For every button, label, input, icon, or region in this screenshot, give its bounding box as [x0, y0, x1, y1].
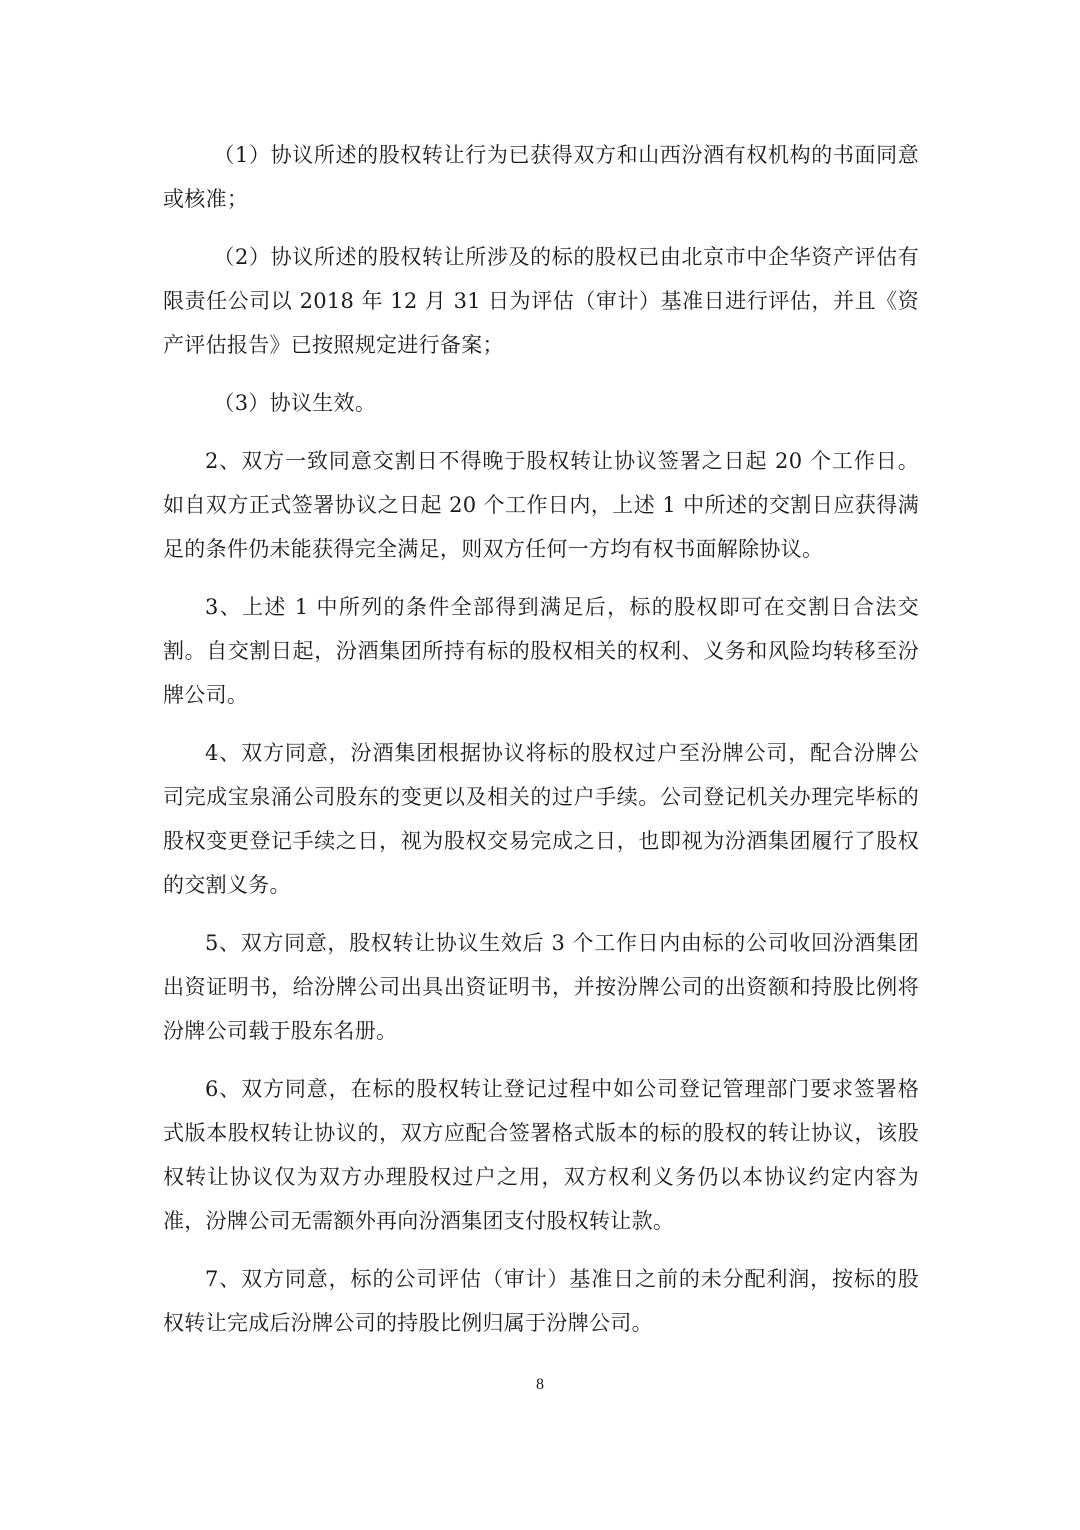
page-number: 8 — [536, 1376, 544, 1393]
clause-1-3: （3）协议生效。 — [213, 391, 377, 415]
document-body — [163, 133, 919, 1359]
clause-5: 5、双方同意，股权转让协议生效后 3 个工作日内由标的公司收回汾酒集团出资证明书，给汾牌公司出具出资证明书，并按汾牌公司的出资额和持股比例将汾牌公司载于股东名册。 — [163, 931, 919, 1043]
clause-1-2: （2）协议所述的股权转让所涉及的标的股权已由北京市中企华资产评估有限责任公司以 2018 年 12 月 31 日为评估（审计）基准日进行评估，并且《资产评估报告》已按照规定进行备案； — [163, 245, 919, 357]
clause-7: 7、双方同意，标的公司评估（审计）基准日之前的未分配利润，按标的股权转让完成后汾牌公司的持股比例归属于汾牌公司。 — [163, 1267, 919, 1335]
clause-4: 4、双方同意，汾酒集团根据协议将标的股权过户至汾牌公司，配合汾牌公司完成宝泉涌公司股东的变更以及相关的过户手续。公司登记机关办理完毕标的股权变更登记手续之日，视为股权交易完成之日，也即视为汾酒集团履行了股权的交割义务。 — [163, 741, 919, 897]
clause-2: 2、双方一致同意交割日不得晚于股权转让协议签署之日起 20 个工作日。如自双方正式签署协议之日起 20 个工作日内，上述 1 中所述的交割日应获得满足的条件仍未能获得完全满足，则双方任何一方均有权书面解除协议。 — [163, 449, 919, 561]
clause-6: 6、双方同意，在标的股权转让登记过程中如公司登记管理部门要求签署格式版本股权转让协议的，双方应配合签署格式版本的标的股权的转让协议，该股权转让协议仅为双方办理股权过户之用，双方权利义务仍以本协议约定内容为准，汾牌公司无需额外再向汾酒集团支付股权转让款。 — [163, 1077, 919, 1233]
clause-1-1: （1）协议所述的股权转让行为已获得双方和山西汾酒有权机构的书面同意或核准； — [163, 143, 919, 211]
clause-3: 3、上述 1 中所列的条件全部得到满足后，标的股权即可在交割日合法交割。自交割日起，汾酒集团所持有标的股权相关的权利、义务和风险均转移至汾牌公司。 — [163, 595, 919, 707]
